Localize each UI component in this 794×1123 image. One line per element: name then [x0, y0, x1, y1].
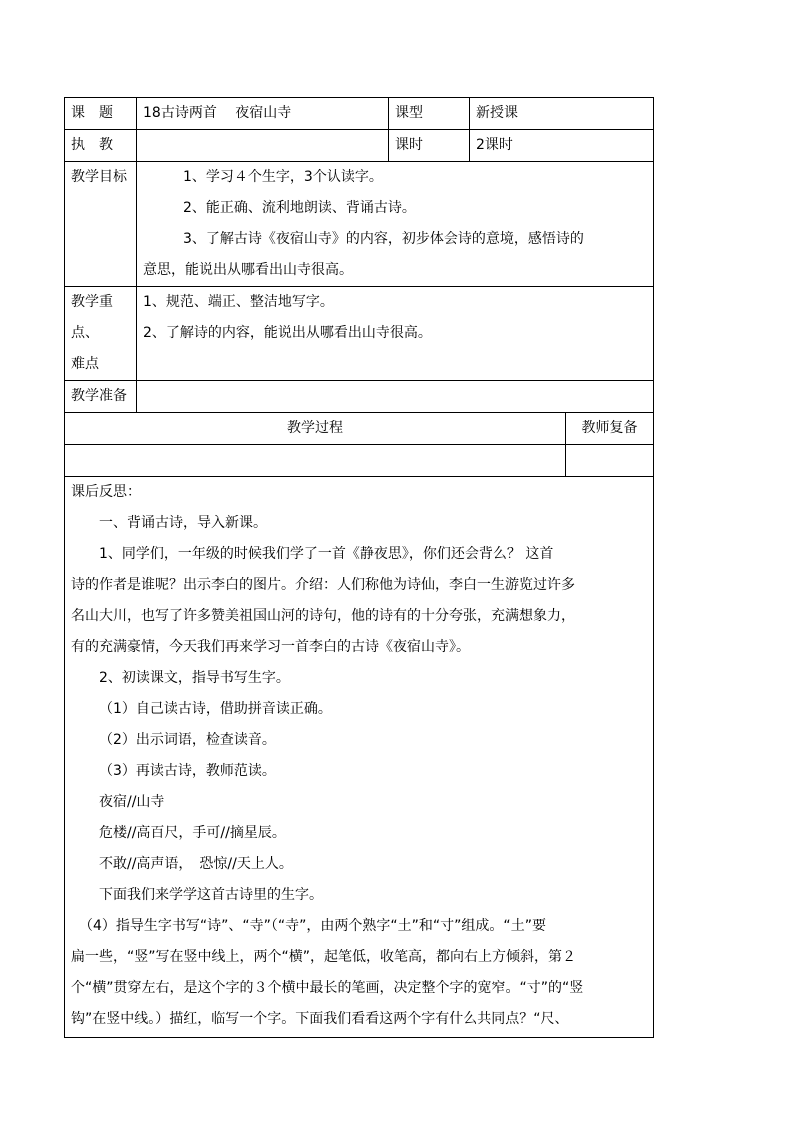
key-points-label-line: 难点 — [71, 356, 99, 372]
objective-item: 意思，能说出从哪看出山寺很高。 — [143, 262, 353, 278]
reflection-line: 名山大川，也写了许多赞美祖国山河的诗句，他的诗有的十分夸张，充满想象力， — [71, 608, 575, 624]
row-process-blank — [65, 445, 654, 477]
lesson-plan-page — [64, 97, 653, 1038]
key-point-item: 2、了解诗的内容，能说出从哪看出山寺很高。 — [143, 325, 432, 341]
reflection-line: 下面我们来学学这首古诗里的生字。 — [99, 887, 323, 903]
process-label: 教学过程 — [65, 413, 566, 445]
reflection-content — [65, 477, 654, 1038]
reflection-line: 有的充满豪情，今天我们再来学习一首李白的古诗《夜宿山寺》。 — [71, 639, 470, 655]
reflection-line: 钩”在竖中线。）描红，临写一个字。下面我们看看这两个字有什么共同点？“尺、 — [71, 1011, 569, 1027]
objectives-content — [137, 162, 654, 287]
reflection-line: 一、背诵古诗，导入新课。 — [99, 515, 267, 531]
hours-value: 2课时 — [470, 130, 654, 162]
objectives-label: 教学目标 — [65, 162, 137, 287]
objective-item: 2、能正确、流利地朗读、背诵古诗。 — [183, 200, 416, 216]
process-blank — [65, 445, 566, 477]
teacher-label: 执 教 — [65, 130, 137, 162]
reflection-line: （3）再读古诗，教师范读。 — [99, 763, 276, 779]
teacher-prep-blank — [566, 445, 654, 477]
lesson-plan-table — [64, 97, 654, 1038]
row-reflection — [65, 477, 654, 1038]
reflection-line: 危楼//高百尺，手可//摘星辰。 — [99, 825, 286, 841]
teacher-value — [137, 130, 389, 162]
reflection-line: 夜宿//山寺 — [99, 794, 165, 810]
row-teacher — [65, 130, 654, 162]
reflection-line: 诗的作者是谁呢？出示李白的图片。介绍：人们称他为诗仙，李白一生游览过许多 — [71, 577, 575, 593]
row-objectives — [65, 162, 654, 287]
row-key-points — [65, 287, 654, 381]
key-points-content — [137, 287, 654, 381]
reflection-line: 2、初读课文，指导书写生字。 — [99, 670, 290, 686]
key-points-label-line: 教学重点、 — [71, 294, 113, 341]
reflection-line: （4）指导生字书写“诗”、“寺”（“寺”，由两个熟字“土”和“寸”组成。“土”要 — [79, 918, 546, 934]
reflection-body — [71, 477, 647, 1037]
reflection-line: 1、同学们，一年级的时候我们学了一首《静夜思》，你们还会背么？ 这首 — [99, 546, 554, 562]
row-preparation — [65, 381, 654, 413]
objective-item: 3、了解古诗《夜宿山寺》的内容，初步体会诗的意境，感悟诗的 — [183, 231, 584, 247]
key-points-label — [65, 287, 137, 381]
reflection-line: 个“横”贯穿左右，是这个字的３个横中最长的笔画，决定整个字的宽窄。“寸”的“竖 — [71, 980, 584, 996]
teacher-prep-label: 教师复备 — [566, 413, 654, 445]
lesson-title: 18古诗两首 夜宿山寺 — [137, 98, 389, 130]
row-lesson-title — [65, 98, 654, 130]
row-process-header — [65, 413, 654, 445]
lesson-label: 课 题 — [65, 98, 137, 130]
key-point-item: 1、规范、端正、整洁地写字。 — [143, 294, 334, 310]
preparation-value — [137, 381, 654, 413]
hours-label: 课时 — [389, 130, 470, 162]
reflection-line: （2）出示词语，检查读音。 — [99, 732, 276, 748]
preparation-label: 教学准备 — [65, 381, 137, 413]
type-value: 新授课 — [470, 98, 654, 130]
reflection-line: 不敢//高声语， 恐惊//天上人。 — [99, 856, 293, 872]
reflection-line: 扁一些，“竖”写在竖中线上，两个“横”，起笔低，收笔高，都向右上方倾斜，第２ — [71, 949, 577, 965]
objective-item: 1、学习４个生字，3个认读字。 — [183, 169, 383, 185]
reflection-line: （1）自己读古诗，借助拼音读正确。 — [99, 701, 332, 717]
type-label: 课型 — [389, 98, 470, 130]
reflection-label: 课后反思： — [71, 484, 141, 500]
